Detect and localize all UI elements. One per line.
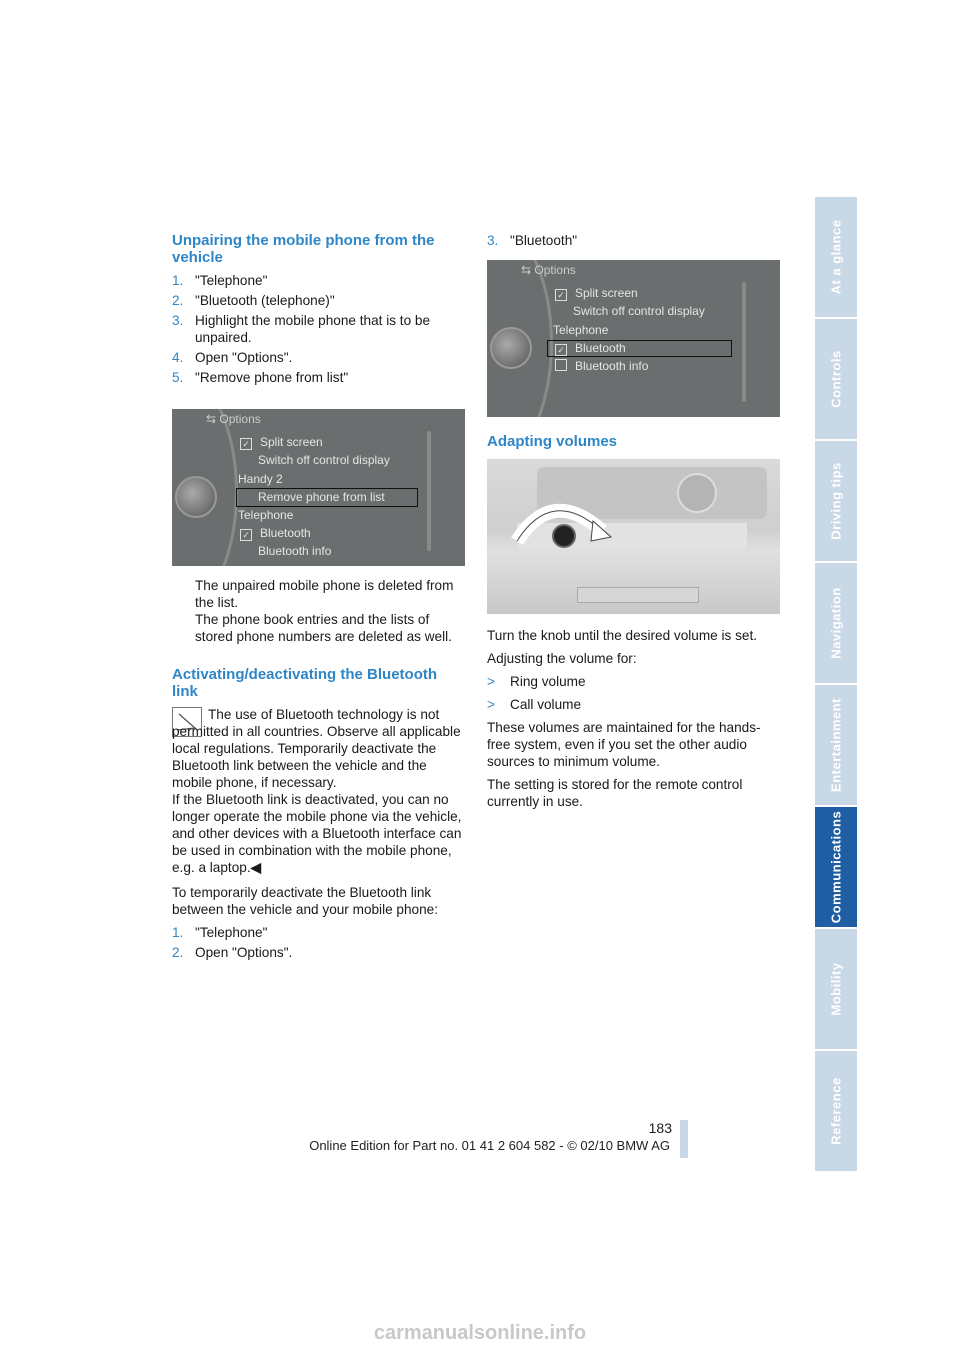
tab-entertainment[interactable]: Entertainment	[815, 685, 857, 805]
list-item	[172, 272, 467, 289]
unpair-heading: Unpairing the mobile phone from the vehicle	[172, 232, 435, 266]
step-text: "Remove phone from list"	[195, 370, 349, 385]
bt-warning	[172, 706, 467, 961]
menu-item: Handy 2	[238, 472, 283, 486]
warning-text: If the Bluetooth link is deactivated, you can no longer operate the mobile phone via the vehicle, and other devices with a Bluetooth interface can be used in combination with the mobile phone, e.g. a laptop.◀	[172, 792, 462, 875]
controller-knob-icon	[490, 327, 532, 369]
menu-item-selected: ✓ Bluetooth	[555, 341, 626, 356]
menu-item: Bluetooth info	[555, 359, 648, 373]
bt-heading: Activating/deactivating the Bluetooth link	[172, 666, 438, 700]
panel-buttons	[577, 587, 699, 603]
volumes-section	[487, 433, 782, 450]
paragraph: Adjusting the volume for:	[487, 651, 637, 666]
tab-driving-tips[interactable]: Driving tips	[815, 441, 857, 561]
step-number: 4.	[172, 350, 184, 365]
tab-reference[interactable]: Reference	[815, 1051, 857, 1171]
step-number: 2.	[172, 293, 184, 308]
list-item	[172, 292, 467, 309]
list-item	[172, 369, 467, 386]
right-step	[487, 232, 782, 249]
left-column	[172, 232, 467, 386]
controller-knob-icon	[175, 476, 217, 518]
tab-mobility[interactable]: Mobility	[815, 929, 857, 1049]
note-text: The phone book entries and the lists of stored phone numbers are deleted as well.	[195, 612, 452, 644]
rotate-arrow-icon	[507, 491, 617, 551]
bt-intro: To temporarily deactivate the Bluetooth link between the vehicle and your mobile phone:	[172, 885, 439, 917]
volumes-text	[487, 627, 782, 810]
step-number: 2.	[172, 945, 184, 960]
menu-item: ✓ Split screen	[240, 435, 323, 450]
list-item	[172, 312, 467, 346]
checkbox-icon	[555, 359, 567, 371]
bluetooth-options-screen-image	[487, 260, 780, 417]
scroll-arc	[742, 282, 746, 402]
step-number: 5.	[172, 370, 184, 385]
tab-communications[interactable]: Communications	[815, 807, 857, 927]
tab-at-a-glance[interactable]: At a glance	[815, 197, 857, 317]
list-item	[172, 924, 467, 941]
paragraph: Turn the knob until the desired volume is set.	[487, 628, 758, 643]
step-text: "Bluetooth (telephone)"	[195, 293, 335, 308]
volumes-heading: Adapting volumes	[487, 433, 618, 450]
tab-navigation[interactable]: Navigation	[815, 563, 857, 683]
page-number: 183	[648, 1120, 672, 1136]
control-panel-photo	[487, 459, 780, 614]
menu-item: ✓ Bluetooth	[240, 526, 311, 541]
menu-item-selected: Remove phone from list	[258, 490, 385, 504]
step-number: 3.	[487, 233, 499, 248]
menu-item: Switch off control display	[258, 453, 390, 467]
step-number: 3.	[172, 313, 184, 328]
options-screen-image	[172, 409, 465, 566]
panel-dial	[677, 473, 717, 513]
side-tabs	[815, 197, 857, 1173]
step-text: "Telephone"	[195, 273, 268, 288]
paragraph: These volumes are maintained for the hands-free system, even if you set the other audio sources to minimum volume.	[487, 720, 761, 769]
end-mark: ◀	[250, 860, 262, 875]
menu-item: Switch off control display	[573, 304, 705, 318]
checkbox-icon: ✓	[555, 344, 567, 356]
bullet-marker: >	[487, 674, 495, 689]
step-text: Open "Options".	[195, 350, 293, 365]
checkbox-icon: ✓	[240, 529, 252, 541]
list-item	[487, 232, 782, 249]
screen-title: ⇆ Options	[206, 412, 261, 426]
list-item	[172, 349, 467, 366]
menu-item: Bluetooth info	[258, 544, 332, 558]
watermark: carmanualsonline.info	[373, 1322, 587, 1344]
list-item: > Ring volume	[487, 674, 586, 689]
menu-item: Telephone	[238, 508, 294, 522]
step-text: "Bluetooth"	[510, 233, 578, 248]
bullet-marker: >	[487, 697, 495, 712]
footer-edition: Online Edition for Part no. 01 41 2 604 582 - © 02/10 BMW AG	[309, 1138, 670, 1153]
unpair-notes	[195, 577, 465, 645]
scroll-arc	[427, 431, 431, 551]
paragraph: The setting is stored for the remote control currently in use.	[487, 777, 743, 809]
checkbox-icon: ✓	[555, 289, 567, 301]
screen-title: ⇆ Options	[521, 263, 576, 277]
bt-section	[172, 666, 467, 700]
menu-item: Telephone	[553, 323, 609, 337]
list-item: > Call volume	[487, 697, 582, 712]
step-text: Open "Options".	[195, 945, 293, 960]
list-item	[172, 944, 467, 961]
page-marker	[680, 1120, 688, 1158]
warning-text: The use of Bluetooth technology is not permitted in all countries. Observe all applicable local regulations. Temporarily deactivate the Bluetooth link between the vehicle and the mobile phone, if necessary.	[172, 707, 461, 790]
note-text: The unpaired mobile phone is deleted from the list.	[195, 578, 454, 610]
menu-item: ✓ Split screen	[555, 286, 638, 301]
step-number: 1.	[172, 273, 184, 288]
checkbox-icon: ✓	[240, 438, 252, 450]
step-text: Highlight the mobile phone that is to be unpaired.	[195, 313, 431, 345]
step-number: 1.	[172, 925, 184, 940]
tab-controls[interactable]: Controls	[815, 319, 857, 439]
step-text: "Telephone"	[195, 925, 268, 940]
